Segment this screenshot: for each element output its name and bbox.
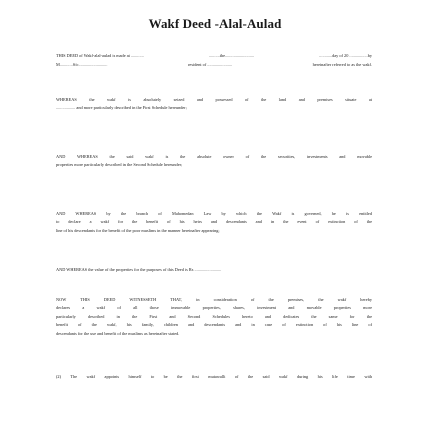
- paragraph-line: benefit of the wakf, his family, children and descendants and in case of extinction of his line of: [56, 322, 372, 328]
- paragraph-line: to declare a wakf for the benefit of his heirs and descendants and in the event of extinction of the: [56, 219, 372, 225]
- paragraph-line: NOW THIS DEED WITNESSETH THAT, in consideration of the premises, the wakf hereby: [56, 297, 372, 302]
- paragraph-line: (2) The wakf appoints himself to be the first mutawalli of the said wakf during his life time with: [56, 374, 372, 379]
- paragraph-line: WHEREAS the wakf is absolutely seized and possessed of the land and premises situate at: [56, 97, 372, 102]
- intro-line-2: [56, 61, 372, 69]
- paragraph-line: .................. and more particularly described in the First Schedule hereunder;: [56, 105, 187, 111]
- paragraph-line: AND WHEREAS the said wakf is the absolute owner of the securities, investments and movable: [56, 154, 372, 159]
- intro-line-2-part-a: M............S/o...........................: [56, 62, 108, 67]
- paragraph-line: descendants for the use and benefit of the muslims as hereinafter stated.: [56, 330, 180, 336]
- whereas-paragraph-4: [56, 266, 372, 274]
- document-title: Wakf Deed -Alal-Aulad: [148, 16, 282, 31]
- paragraph-line: AND WHEREAS the value of the properties for the purposes of this Deed is Rs .........................: [56, 267, 222, 272]
- whereas-paragraph-1: [56, 96, 372, 113]
- paragraph-line: particularly described in the First and Second Schedules hereto and dedicates the same for the: [56, 313, 372, 319]
- paragraph-line: AND WHEREAS by the branch of Mahomedan Law by which the Wakf is governed, he is entitled: [56, 211, 372, 216]
- intro-line-2-part-b: resident of .......................: [188, 62, 233, 67]
- intro-line-1-part-b: ..........the...........................: [209, 53, 254, 58]
- intro-line-1-part-a: THIS DEED of Wakf-alal-aulad is made at ............: [56, 53, 144, 58]
- intro-line-1-part-c: ............day of 20 .................by: [319, 53, 372, 58]
- intro-line-2-part-c: hereinafter referred to as the wakf.: [312, 62, 372, 67]
- whereas-paragraph-2: [56, 153, 372, 170]
- intro-line-1: [56, 52, 372, 60]
- paragraph-line: line of his descendants for the benefit of the poor muslims in the manner hereinafter appearing;: [56, 227, 220, 233]
- whereas-paragraph-3: [56, 210, 372, 235]
- paragraph-line: declares a wakf of all those immovable properties, shares, investment and movable properties more: [56, 305, 372, 311]
- paragraph-line: properties more particularly described in the Second Schedule hereunder;: [56, 162, 183, 168]
- mutawalli-paragraph: [56, 373, 372, 381]
- witnesseth-paragraph: [56, 296, 372, 338]
